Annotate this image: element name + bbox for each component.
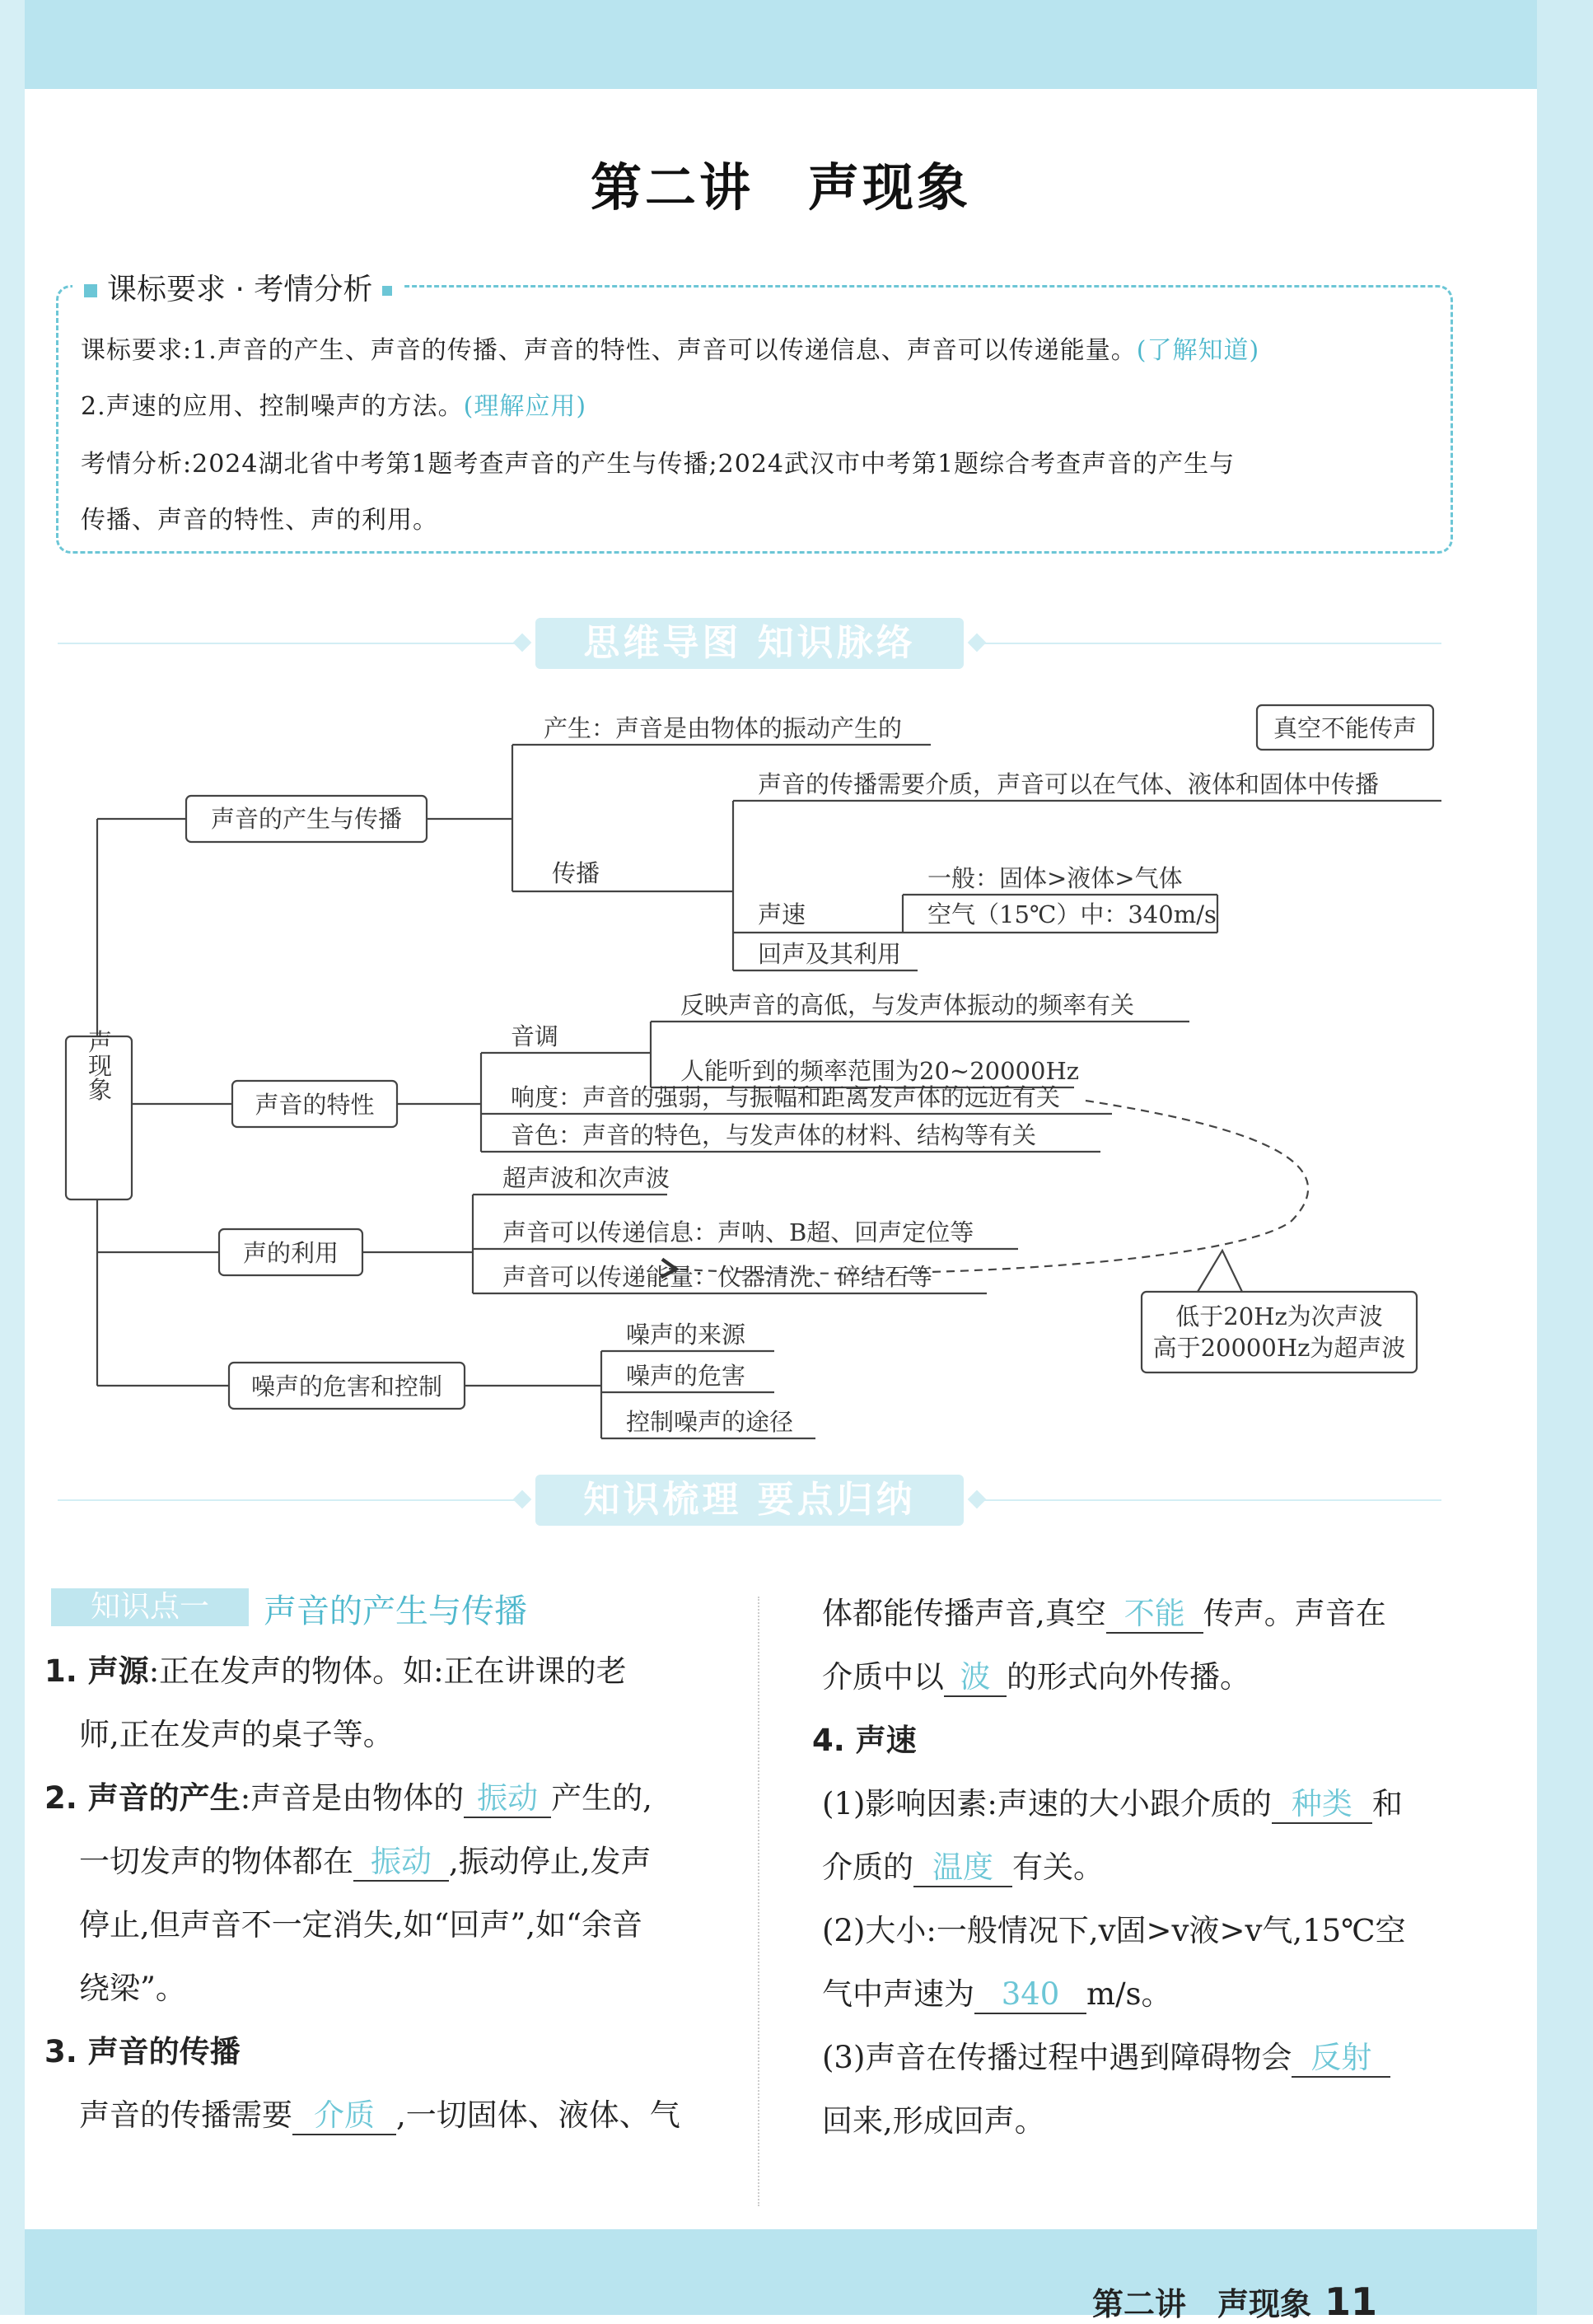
mindmap-loudness: 响度：声音的强弱，与振幅和距离发声体的远近有关 xyxy=(511,1083,1061,1111)
answer-blank: 反射 xyxy=(1292,2040,1390,2078)
banner-rule xyxy=(58,1499,519,1501)
mindmap-medium: 声音的传播需要介质，声音可以在气体、液体和固体中传播 xyxy=(758,770,1380,798)
requirements-heading-text: 课标要求 · 考情分析 xyxy=(107,273,373,306)
r3-line-a: (2)大小:一般情况下,v固>v液>v气,15℃空 xyxy=(822,1913,1406,1948)
p2-line-d: 绕梁”。 xyxy=(79,1971,186,2006)
answer-blank: 种类 xyxy=(1272,1786,1372,1824)
footer-label: 第二讲 声现象 xyxy=(1092,2286,1312,2322)
right-column xyxy=(812,1582,1497,2153)
mindmap-noise-control: 控制噪声的途径 xyxy=(626,1408,794,1436)
knowledge-banner: 知识梳理 要点归纳 xyxy=(535,1475,964,1526)
mindmap-noise-source: 噪声的来源 xyxy=(626,1321,746,1349)
left-margin-band xyxy=(0,0,25,2315)
mindmap-root: 声现象 xyxy=(85,1029,113,1101)
mindmap-spread: 传播 xyxy=(552,859,600,887)
page-title: 第二讲 声现象 xyxy=(590,157,971,217)
heading-sound-production: 2. 声音的产生 xyxy=(44,1780,241,1816)
req-line1-text: 课标要求:1.声音的产生、声音的传播、声音的特性、声音可以传递信息、声音可以传递能量。 xyxy=(81,336,1137,365)
page-number: 11 xyxy=(1324,2280,1378,2324)
mindmap-speed: 声速 xyxy=(758,900,806,928)
knowledge-point-tag: 知识点一 xyxy=(51,1588,249,1626)
diamond-icon xyxy=(968,1490,987,1509)
banner-rule xyxy=(980,1499,1441,1501)
mindmap-energy: 声音可以传递能量：仪器清洗、碎结石等 xyxy=(502,1263,933,1291)
req-level-2: (理解应用) xyxy=(463,392,587,421)
p1-line-a: :正在发声的物体。如:正在讲课的老 xyxy=(148,1653,627,1689)
mindmap-branch-uses: 声的利用 xyxy=(242,1239,339,1267)
mindmap-pitch-a: 反映声音的高低，与发声体振动的频率有关 xyxy=(680,991,1135,1019)
p3-line-a-end: ,一切固体、液体、气 xyxy=(396,2097,680,2133)
p2-line-a-end: 产生的, xyxy=(551,1780,652,1816)
requirements-line-4: 传播、声音的特性、声的利用。 xyxy=(81,506,438,535)
answer-blank: 振动 xyxy=(353,1844,449,1882)
page-footer xyxy=(1092,2279,1377,2324)
answer-blank: 介质 xyxy=(292,2097,396,2135)
top-color-band xyxy=(0,0,1593,89)
mind-map xyxy=(25,89,1537,1489)
mindmap-banner: 思维导图 知识脉络 xyxy=(535,618,964,669)
r2-line-a: (1)影响因素:声速的大小跟介质的 xyxy=(822,1786,1272,1821)
column-separator xyxy=(758,1597,759,2206)
p2-line-c: 停止,但声音不一定消失,如“回声”,如“余音 xyxy=(79,1907,643,1943)
mindmap-timbre: 音色：声音的特色，与发声体的材料、结构等有关 xyxy=(511,1121,1037,1149)
mindmap-noise-harm: 噪声的危害 xyxy=(626,1362,746,1390)
r2-line-a-end: 和 xyxy=(1371,1786,1403,1821)
page xyxy=(25,89,1537,2324)
answer-blank: 温度 xyxy=(913,1849,1012,1887)
answer-blank: 不能 xyxy=(1106,1596,1203,1634)
heading-sound-speed: 4. 声速 xyxy=(812,1723,917,1758)
p3-line-a: 声音的传播需要 xyxy=(79,2097,292,2133)
mindmap-echo: 回声及其利用 xyxy=(758,940,902,968)
mindmap-produce: 产生：声音是由物体的振动产生的 xyxy=(544,714,903,742)
requirements-line-3: 考情分析:2024湖北省中考第1题考查声音的产生与传播;2024武汉市中考第1题综合考查声音的产生与 xyxy=(81,450,1236,479)
mindmap-branch-characteristics: 声音的特性 xyxy=(255,1091,375,1119)
r1-line-b: 介质中以 xyxy=(822,1659,944,1695)
mindmap-ultra-infra: 超声波和次声波 xyxy=(502,1164,670,1192)
req-level-1: (了解知道) xyxy=(1136,336,1260,365)
p2-line-a: :声音是由物体的 xyxy=(240,1780,465,1816)
r4-line-a: (3)声音在传播过程中遇到障碍物会 xyxy=(822,2040,1292,2075)
knowledge-point-title: 声音的产生与传播 xyxy=(264,1592,527,1630)
answer-blank: 振动 xyxy=(464,1780,551,1818)
answer-blank: 340 xyxy=(974,1976,1086,2014)
p2-line-b: 一切发声的物体都在 xyxy=(79,1844,353,1879)
mindmap-pitch-b: 人能听到的频率范围为20~20000Hz xyxy=(680,1057,1080,1085)
heading-sound-source: 1. 声源 xyxy=(44,1653,149,1689)
r2-line-b-end: 有关。 xyxy=(1012,1849,1104,1885)
mindmap-branch-production: 声音的产生与传播 xyxy=(210,805,403,833)
mindmap-speed-air: 空气（15℃）中：340m/s xyxy=(927,900,1217,928)
r1-line-a-end: 传声。声音在 xyxy=(1203,1596,1386,1631)
mindmap-branch-noise: 噪声的危害和控制 xyxy=(250,1372,443,1400)
mindmap-note-infra: 低于20Hz为次声波 xyxy=(1175,1302,1383,1330)
mindmap-note-vacuum: 真空不能传声 xyxy=(1273,714,1418,742)
diamond-icon xyxy=(513,1490,532,1509)
right-margin-band xyxy=(1537,0,1593,2315)
answer-blank: 波 xyxy=(944,1659,1007,1697)
r3-line-b-end: m/s。 xyxy=(1086,1976,1172,2012)
mindmap-note-ultra: 高于20000Hz为超声波 xyxy=(1152,1334,1406,1362)
left-column xyxy=(44,1639,753,2147)
mindmap-info: 声音可以传递信息：声呐、B超、回声定位等 xyxy=(502,1218,974,1246)
p2-line-b-end: ,振动停止,发声 xyxy=(449,1844,652,1879)
r4-line-b: 回来,形成回声。 xyxy=(822,2103,1045,2139)
mindmap-pitch: 音调 xyxy=(511,1022,559,1050)
r1-line-a: 体都能传播声音,真空 xyxy=(822,1596,1106,1631)
req-line2-text: 2.声速的应用、控制噪声的方法。 xyxy=(81,392,464,421)
p1-line-b: 师,正在发声的桌子等。 xyxy=(79,1717,394,1752)
heading-sound-propagation: 3. 声音的传播 xyxy=(44,2034,241,2069)
r3-line-b: 气中声速为 xyxy=(822,1976,974,2012)
mindmap-speed-general: 一般：固体>液体>气体 xyxy=(927,864,1183,892)
r2-line-b: 介质的 xyxy=(822,1849,913,1885)
r1-line-b-end: 的形式向外传播。 xyxy=(1007,1659,1250,1695)
